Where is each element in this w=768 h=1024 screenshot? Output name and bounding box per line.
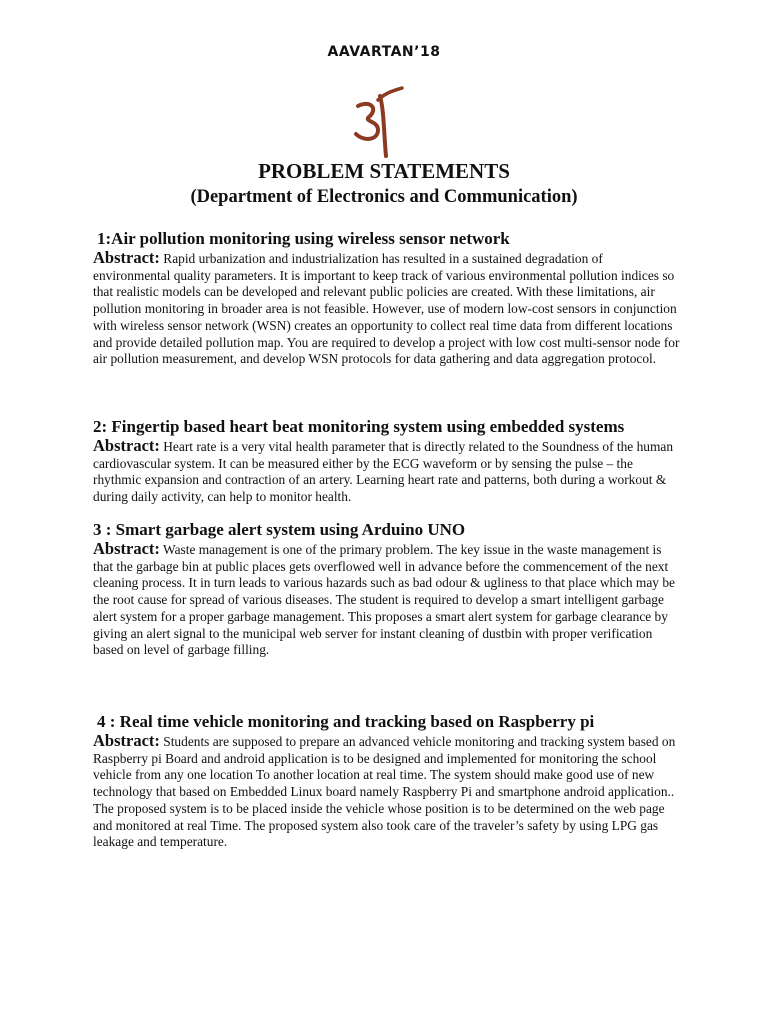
abstract-label: Abstract: xyxy=(93,539,160,558)
abstract-text: Heart rate is a very vital health parameter that is directly related to the Soundness of the human cardiovascular system. It can be measured either by the ECG waveform or by sensing the pulse – the rhythmic expansion and contraction of an artery. Learning heart rate and patterns, both during a workout & during daily activity, can help to monitor health. xyxy=(93,439,674,505)
abstract-label: Abstract: xyxy=(93,731,160,750)
problem-statement xyxy=(93,228,683,368)
abstract-text: Waste management is one of the primary problem. The key issue in the waste management is that the garbage bin at public places gets overflowed well in advance before the commencement of the next cleaning process. It in turn leads to various hazards such as bad odour & ugliness to that place which may be the root cause for spread of various diseases. The student is required to develop a smart intelligent garbage alert system for a proper garbage management. This proposes a smart alert system for garbage clearance by giving an alert signal to the municipal web server for instant cleaning of dustbin with proper verification based on level of garbage filling. xyxy=(93,542,675,658)
abstract-text: Students are supposed to prepare an advanced vehicle monitoring and tracking system based on Raspberry pi Board and android application is to be designed and implemented for monitoring the school vehicle from any one location To another location at real time. The system should make good use of new technology that based on Embedded Linux board namely Raspberry Pi and smartphone android application.. The proposed system is to be placed inside the vehicle whose position is to be determined on the web page and monitored at real Time. The proposed system also took care of the traveler’s safety by using LPG gas leakage and temperature. xyxy=(93,734,676,850)
problem-heading: 2: Fingertip based heart beat monitoring system using embedded systems xyxy=(93,417,625,436)
event-header: AAVARTAN’18 xyxy=(327,44,441,60)
problem-abstract xyxy=(93,733,683,851)
abstract-text: Rapid urbanization and industrialization has resulted in a sustained degradation of environmental quality parameters. It is important to keep track of various environmental pollution indices so that realistic models can be developed and relevant public policies are created. With these limitations, air pollution monitoring in broader area is not feasible. However, use of modern low-cost sensors in conjunction with wireless sensor network (WSN) creates an opportunity to collect real time data from different locations and provide detailed pollution map. You are required to develop a project with low cost multi-sensor node for air pollution measurement, and develop WSN protocols for data gathering and data aggregation protocol. xyxy=(93,251,680,367)
page-subtitle: (Department of Electronics and Communication) xyxy=(190,187,578,207)
page-title: PROBLEM STATEMENTS xyxy=(258,159,510,183)
problem-abstract xyxy=(93,541,683,659)
problem-heading: 3 : Smart garbage alert system using Arduino UNO xyxy=(93,520,466,539)
abstract-label: Abstract: xyxy=(93,436,160,455)
aavartan-logo-icon xyxy=(348,86,408,158)
problem-abstract xyxy=(93,438,683,506)
abstract-label: Abstract: xyxy=(93,248,160,267)
problem-heading: 1:Air pollution monitoring using wireless sensor network xyxy=(97,229,510,248)
problem-heading: 4 : Real time vehicle monitoring and tracking based on Raspberry pi xyxy=(97,712,595,731)
problem-statement xyxy=(93,519,683,659)
problem-statement xyxy=(93,711,683,851)
problem-abstract xyxy=(93,250,683,368)
problem-statement xyxy=(93,416,683,506)
